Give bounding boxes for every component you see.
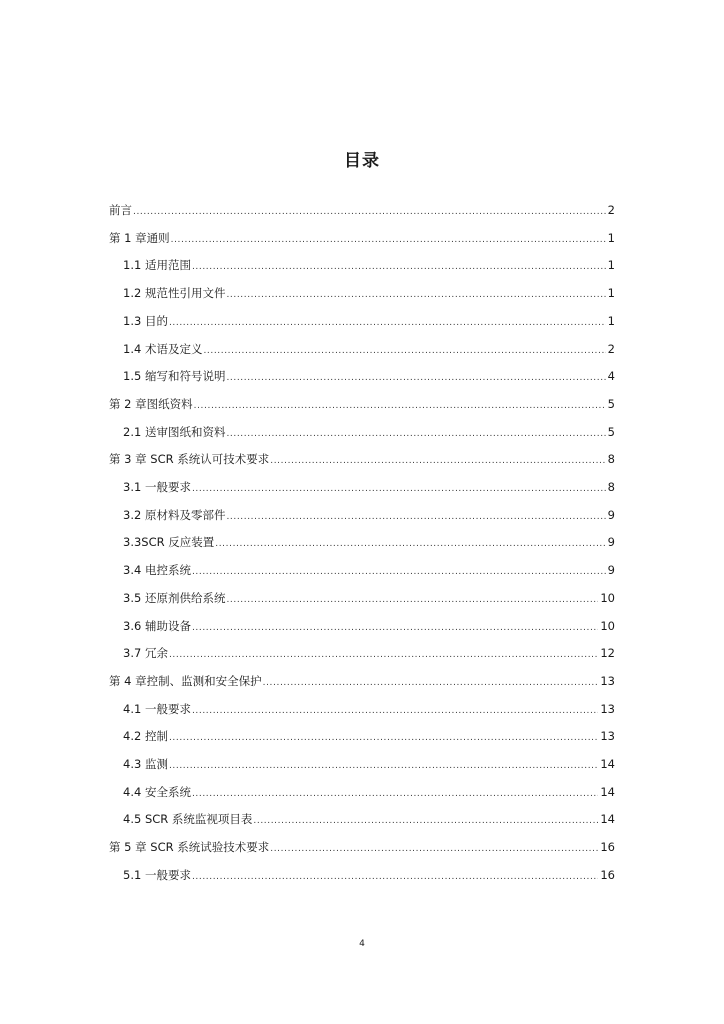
toc-dot-leader bbox=[263, 673, 599, 693]
toc-dot-leader bbox=[171, 230, 606, 250]
toc-dot-leader bbox=[192, 257, 606, 277]
toc-entry-page: 13 bbox=[600, 729, 615, 744]
toc-entry[interactable] bbox=[123, 782, 615, 802]
toc-entry-page: 14 bbox=[600, 757, 615, 771]
toc-dot-leader bbox=[192, 618, 598, 638]
toc-dot-leader bbox=[133, 202, 606, 222]
toc-dot-leader bbox=[192, 701, 598, 721]
toc-entry-page: 12 bbox=[600, 646, 615, 661]
toc-entry-page: 2 bbox=[607, 341, 615, 356]
toc-entry-title: 3.2 原材料及零部件 bbox=[123, 507, 226, 522]
toc-entry-page: 16 bbox=[600, 840, 615, 855]
toc-entry-title: 4.3 监测 bbox=[123, 757, 168, 771]
toc-entry[interactable] bbox=[123, 255, 615, 275]
toc-entry[interactable] bbox=[123, 616, 615, 636]
toc-entry-page: 9 bbox=[607, 507, 615, 522]
toc-dot-leader bbox=[226, 285, 605, 305]
toc-dot-leader bbox=[192, 562, 606, 582]
toc-entry-page: 5 bbox=[607, 396, 615, 411]
toc-entry-page: 14 bbox=[600, 812, 615, 827]
toc-entry-page: 8 bbox=[607, 480, 615, 494]
toc-dot-leader bbox=[169, 313, 606, 333]
toc-entry-page: 5 bbox=[607, 424, 615, 439]
toc-entry[interactable] bbox=[123, 422, 615, 442]
toc-entry[interactable] bbox=[109, 228, 615, 248]
toc-entry[interactable] bbox=[109, 200, 615, 220]
toc-entry[interactable] bbox=[123, 699, 615, 719]
toc-entry-page: 2 bbox=[607, 203, 615, 217]
toc-entry-page: 1 bbox=[607, 230, 615, 245]
toc-entry-page: 1 bbox=[607, 313, 615, 328]
toc-entry-page: 1 bbox=[607, 258, 615, 273]
toc-entry-title: 4.5 SCR 系统监视项目表 bbox=[123, 812, 253, 827]
toc-entry[interactable] bbox=[123, 532, 615, 552]
toc-dot-leader bbox=[226, 424, 605, 444]
toc-entry[interactable] bbox=[123, 339, 615, 359]
toc-entry-title: 1.4 术语及定义 bbox=[123, 341, 203, 356]
toc-entry[interactable] bbox=[123, 311, 615, 331]
toc-entry[interactable] bbox=[123, 754, 615, 774]
toc-entry[interactable] bbox=[109, 671, 615, 691]
toc-dot-leader bbox=[169, 728, 598, 748]
page-number: 4 bbox=[359, 939, 365, 949]
toc-entry-page: 1 bbox=[607, 286, 615, 301]
toc-entry[interactable] bbox=[109, 837, 615, 857]
toc-entry[interactable] bbox=[123, 865, 615, 885]
toc-entry[interactable] bbox=[123, 505, 615, 525]
toc-entry-page: 13 bbox=[600, 701, 615, 716]
toc-entry-title: 3.6 辅助设备 bbox=[123, 618, 191, 633]
toc-entry-title: 4.4 安全系统 bbox=[123, 784, 191, 799]
toc-entry-page: 8 bbox=[607, 452, 615, 467]
toc-entry-title: 第 5 章 SCR 系统试验技术要求 bbox=[109, 840, 270, 855]
toc-dot-leader bbox=[226, 590, 598, 610]
toc-entry-page: 16 bbox=[600, 867, 615, 882]
toc-entry[interactable] bbox=[123, 283, 615, 303]
toc-dot-leader bbox=[194, 396, 606, 416]
toc-entry-title: 1.3 目的 bbox=[123, 313, 168, 328]
toc-entry[interactable] bbox=[123, 726, 615, 746]
toc-entry-page: 14 bbox=[600, 784, 615, 799]
page-title: 目录 bbox=[344, 151, 380, 171]
toc-dot-leader bbox=[203, 341, 605, 361]
toc-entry-title: 2.1 送审图纸和资料 bbox=[123, 424, 226, 439]
toc-entry-title: 1.5 缩写和符号说明 bbox=[123, 369, 226, 384]
toc-entry-title: 4.2 控制 bbox=[123, 729, 168, 744]
toc-entry-title: 3.4 电控系统 bbox=[123, 563, 191, 578]
toc-entry[interactable] bbox=[109, 394, 615, 414]
toc-entry-page: 9 bbox=[607, 535, 615, 550]
toc-entry-page: 4 bbox=[607, 369, 615, 384]
toc-entry-title: 3.1 一般要求 bbox=[123, 480, 191, 494]
toc-entry[interactable] bbox=[123, 588, 615, 608]
toc-entry-page: 10 bbox=[600, 618, 615, 633]
toc-dot-leader bbox=[192, 479, 606, 499]
toc-dot-leader bbox=[270, 451, 605, 471]
toc-entry-title: 1.1 适用范围 bbox=[123, 258, 191, 273]
toc-entry-title: 第 1 章通则 bbox=[109, 230, 170, 245]
toc-entry-title: 第 3 章 SCR 系统认可技术要求 bbox=[109, 452, 270, 467]
toc-entry[interactable] bbox=[123, 809, 615, 829]
toc-dot-leader bbox=[169, 756, 598, 776]
toc-entry-title: 第 2 章图纸资料 bbox=[109, 396, 193, 411]
toc-dot-leader bbox=[226, 507, 605, 527]
toc-entry-title: 前言 bbox=[109, 203, 132, 217]
toc-dot-leader bbox=[192, 867, 598, 887]
toc-entry[interactable] bbox=[109, 449, 615, 469]
toc-entry-title: 第 4 章控制、监测和安全保护 bbox=[109, 673, 262, 688]
toc-entry[interactable] bbox=[123, 643, 615, 663]
toc-dot-leader bbox=[192, 784, 598, 804]
toc-entry[interactable] bbox=[123, 366, 615, 386]
toc-entry[interactable] bbox=[123, 560, 615, 580]
toc-dot-leader bbox=[270, 839, 598, 859]
toc-entry-title: 5.1 一般要求 bbox=[123, 867, 191, 882]
toc-entry-page: 13 bbox=[600, 673, 615, 688]
toc-dot-leader bbox=[226, 368, 605, 388]
toc-entry-title: 3.7 冗余 bbox=[123, 646, 168, 661]
toc-dot-leader bbox=[169, 645, 598, 665]
toc-entry-title: 4.1 一般要求 bbox=[123, 701, 191, 716]
toc-dot-leader bbox=[215, 534, 605, 554]
toc-entry-page: 9 bbox=[607, 563, 615, 578]
toc-entry[interactable] bbox=[123, 477, 615, 497]
toc-entry-page: 10 bbox=[600, 590, 615, 605]
toc-entry-title: 1.2 规范性引用文件 bbox=[123, 286, 226, 301]
toc-entry-title: 3.5 还原剂供给系统 bbox=[123, 590, 226, 605]
toc-entry-title: 3.3SCR 反应装置 bbox=[123, 535, 215, 550]
toc-dot-leader bbox=[253, 811, 598, 831]
